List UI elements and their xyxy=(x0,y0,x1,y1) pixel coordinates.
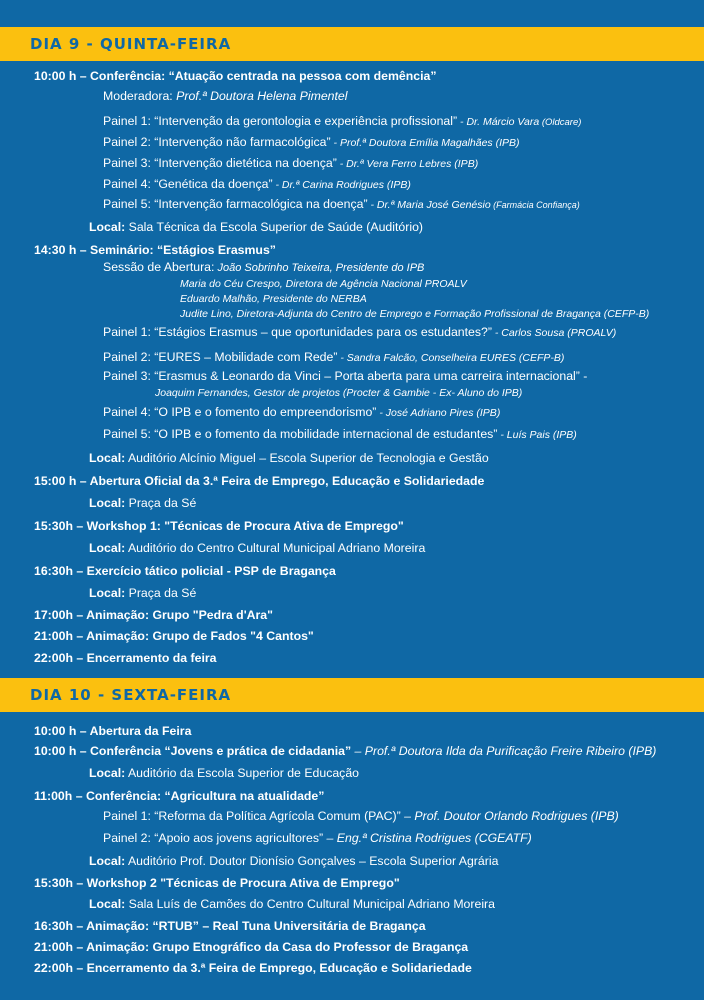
panel-text: Painel 4: “O IPB e o fomento do empreendorismo” xyxy=(103,405,377,419)
local-label: Local: xyxy=(89,541,126,555)
panel-line xyxy=(103,404,500,421)
local-value: Auditório Alcínio Miguel – Escola Superior de Tecnologia e Gestão xyxy=(125,451,489,465)
opening-speaker: Maria do Céu Crespo, Diretora de Agência Nacional PROALV xyxy=(180,278,467,290)
day10-header-banner xyxy=(0,678,704,712)
local-value: Auditório do Centro Cultural Municipal Adriano Moreira xyxy=(125,541,426,555)
panel-text: Painel 5: “O IPB e o fomento da mobilidade internacional de estudantes” xyxy=(103,427,498,441)
local-value: Praça da Sé xyxy=(125,586,197,600)
panel-speaker: - Dr.ª Carina Rodrigues (IPB) xyxy=(272,179,411,191)
day10-agriculture-title: 11:00h – Conferência: “Agricultura na atualidade” xyxy=(34,789,325,803)
panel-speaker: - Luís Pais (IPB) xyxy=(497,429,577,441)
local-value: Auditório Prof. Doutor Dionísio Gonçalves – Escola Superior Agrária xyxy=(125,854,499,868)
local-label: Local: xyxy=(89,220,126,234)
local-line xyxy=(89,585,196,601)
panel-line xyxy=(103,176,411,193)
panel-line xyxy=(103,368,587,384)
moderator-name: Prof.ª Doutora Helena Pimentel xyxy=(176,89,348,103)
local-line xyxy=(89,896,495,912)
panel-org: (Oldcare) xyxy=(539,117,582,128)
day9-event-opening: 15:00 h – Abertura Oficial da 3.ª Feira de Emprego, Educação e Solidariedade xyxy=(34,474,485,488)
local-line xyxy=(89,540,425,556)
panel-speaker: - Dr.ª Vera Ferro Lebres (IPB) xyxy=(336,158,479,170)
moderator-label: Moderadora: xyxy=(103,89,173,103)
panel-text: Painel 1: “Estágios Erasmus – que oportunidades para os estudantes?” xyxy=(103,325,492,339)
panel-line xyxy=(103,349,564,366)
opening-speaker: Eduardo Malhão, Presidente do NERBA xyxy=(180,293,367,305)
local-value: Sala Técnica da Escola Superior de Saúde (Auditório) xyxy=(125,220,424,234)
local-line xyxy=(89,495,196,511)
local-label: Local: xyxy=(89,897,126,911)
day10-header: DIA 10 - SEXTA-FEIRA xyxy=(30,686,232,704)
local-line xyxy=(89,219,423,235)
panel-line xyxy=(103,134,520,151)
panel-org: (Farmácia Confiança) xyxy=(490,200,580,210)
local-value: Praça da Sé xyxy=(125,496,197,510)
day9-event-fados: 21:00h – Animação: Grupo de Fados "4 Cantos" xyxy=(34,629,314,643)
day9-event-police: 16:30h – Exercício tático policial - PSP de Bragança xyxy=(34,564,336,578)
local-label: Local: xyxy=(89,451,126,465)
panel-text: Painel 2: “EURES – Mobilidade com Rede” xyxy=(103,350,338,364)
panel-speaker: Joaquim Fernandes, Gestor de projetos (Procter & Gambie - Ex- Aluno do IPB) xyxy=(155,387,523,399)
panel-speaker: - José Adriano Pires (IPB) xyxy=(376,407,501,419)
panel-line xyxy=(103,196,580,213)
panel-speaker: - Prof.ª Doutora Emília Magalhães (IPB) xyxy=(330,137,520,149)
panel-line xyxy=(103,113,581,131)
day10-conference-line xyxy=(34,743,656,759)
panel-line xyxy=(103,426,577,443)
conference-title: 10:00 h – Conferência “Jovens e prática de cidadania” xyxy=(34,744,352,758)
opening-label: Sessão de Abertura: xyxy=(103,260,215,274)
local-label: Local: xyxy=(89,586,126,600)
local-label: Local: xyxy=(89,496,126,510)
panel-line xyxy=(103,808,619,824)
day9-event-closing: 22:00h – Encerramento da feira xyxy=(34,651,217,665)
opening-speaker: João Sobrinho Teixeira, Presidente do IPB xyxy=(214,262,425,274)
panel-text: Painel 1: “Intervenção da gerontologia e experiência profissional” xyxy=(103,114,458,128)
local-line xyxy=(89,765,359,781)
panel-text: Painel 3: “Erasmus & Leonardo da Vinci – Porta aberta para uma carreira internacional” - xyxy=(103,369,588,383)
day10-event-workshop: 15:30h – Workshop 2 "Técnicas de Procura Ativa de Emprego" xyxy=(34,876,400,890)
panel-speaker: - Dr. Márcio Vara xyxy=(457,116,540,128)
day10-event-closing: 22:00h – Encerramento da 3.ª Feira de Emprego, Educação e Solidariedade xyxy=(34,961,472,975)
local-label: Local: xyxy=(89,766,126,780)
panel-speaker: - Carlos Sousa (PROALV) xyxy=(491,327,617,339)
day10-event-ethnographic: 21:00h – Animação: Grupo Etnográfico da Casa do Professor de Bragança xyxy=(34,940,469,954)
local-line xyxy=(89,450,489,466)
day9-event-workshop: 15:30h – Workshop 1: "Técnicas de Procura Ativa de Emprego" xyxy=(34,519,404,533)
day9-header: DIA 9 - QUINTA-FEIRA xyxy=(30,35,232,53)
panel-text: Painel 2: “Apoio aos jovens agricultores” xyxy=(103,831,324,845)
opening-speaker: Judite Lino, Diretora-Adjunta do Centro de Emprego e Formação Profissional de Bragança (CEFP-B) xyxy=(180,308,650,320)
local-value: Sala Luís de Camões do Centro Cultural Municipal Adriano Moreira xyxy=(125,897,495,911)
panel-speaker: - Sandra Falcão, Conselheira EURES (CEFP-B) xyxy=(337,352,565,364)
day9-conference-title: 10:00 h – Conferência: “Atuação centrada na pessoa com demência” xyxy=(34,69,437,83)
panel-text: Painel 4: “Genética da doença” xyxy=(103,177,273,191)
day9-header-banner xyxy=(0,27,704,61)
conference-speaker: – Prof.ª Doutora Ilda da Purificação Freire Ribeiro (IPB) xyxy=(351,744,657,758)
day9-seminar-title: 14:30 h – Seminário: “Estágios Erasmus” xyxy=(34,243,276,257)
panel-speaker: – Prof. Doutor Orlando Rodrigues (IPB) xyxy=(400,809,619,823)
day10-event-opening: 10:00 h – Abertura da Feira xyxy=(34,724,192,738)
panel-line xyxy=(103,830,532,846)
panel-line xyxy=(103,155,478,172)
day9-event-animation: 17:00h – Animação: Grupo "Pedra d'Ara" xyxy=(34,608,273,622)
local-line xyxy=(89,853,498,869)
local-value: Auditório da Escola Superior de Educação xyxy=(125,766,360,780)
panel-speaker: - Dr.ª Maria José Genésio xyxy=(367,199,491,211)
moderator-line xyxy=(103,88,347,104)
local-label: Local: xyxy=(89,854,126,868)
panel-speaker: – Eng.ª Cristina Rodrigues (CGEATF) xyxy=(323,831,532,845)
day10-event-rtub: 16:30h – Animação: “RTUB” – Real Tuna Universitária de Bragança xyxy=(34,919,426,933)
panel-text: Painel 2: “Intervenção não farmacológica” xyxy=(103,135,331,149)
panel-line xyxy=(103,324,616,341)
panel-text: Painel 3: “Intervenção dietética na doença” xyxy=(103,156,337,170)
panel-text: Painel 1: “Reforma da Política Agrícola Comum (PAC)” xyxy=(103,809,401,823)
panel-text: Painel 5: “Intervenção farmacológica na doença” xyxy=(103,197,368,211)
opening-session-line xyxy=(103,259,424,276)
